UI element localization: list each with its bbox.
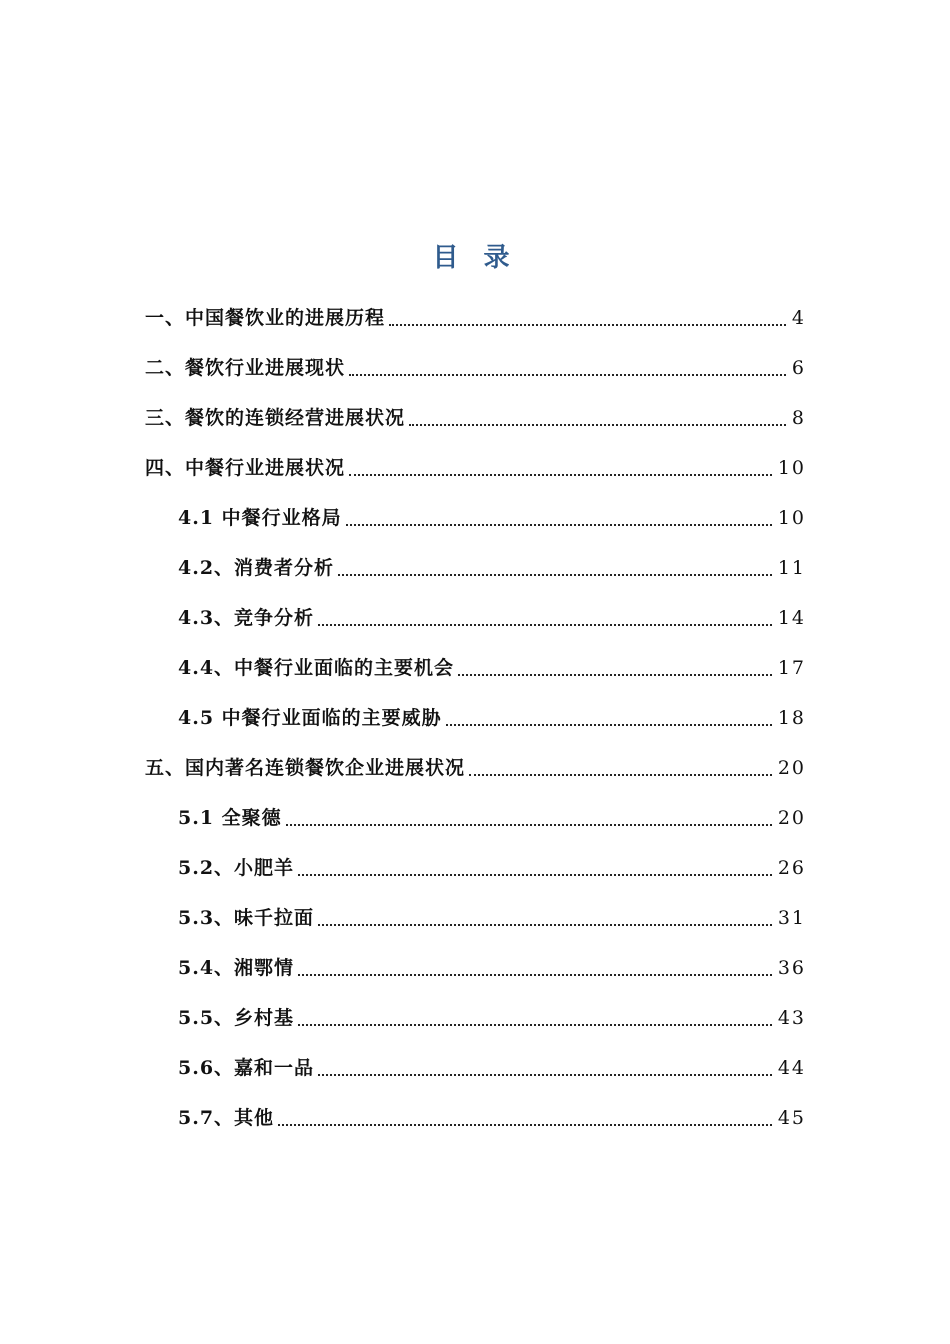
toc-entry-label: 三、餐饮的连锁经营进展状况 [145, 407, 406, 429]
toc-entry[interactable] [145, 446, 806, 482]
toc-entry-label: 5.2、小肥羊 [178, 857, 295, 879]
toc-subentry[interactable] [178, 696, 806, 732]
toc-subentry[interactable] [178, 846, 806, 882]
toc-subentry[interactable] [178, 1096, 806, 1132]
toc-entry-label: 5.3、味千拉面 [178, 907, 315, 929]
toc-entry-page: 6 [791, 357, 806, 379]
toc-subentry[interactable] [178, 646, 806, 682]
toc-entry-label: 4.4、中餐行业面临的主要机会 [178, 657, 455, 679]
toc-entry-label: 四、中餐行业进展状况 [145, 457, 346, 479]
toc-entry[interactable] [145, 396, 806, 432]
toc-entry-page: 36 [777, 957, 806, 979]
toc-entry-label: 5.4、湘鄂情 [178, 957, 295, 979]
dot-leader [349, 374, 786, 376]
toc-entry[interactable] [145, 296, 806, 332]
toc-entry-page: 43 [777, 1007, 806, 1029]
dot-leader [346, 524, 772, 526]
toc-entry-page: 17 [777, 657, 806, 679]
toc-entry-page: 10 [777, 507, 806, 529]
toc-subentry[interactable] [178, 496, 806, 532]
toc-entry-page: 4 [791, 307, 806, 329]
dot-leader [318, 624, 772, 626]
dot-leader [349, 474, 772, 476]
toc-entry-label: 二、餐饮行业进展现状 [145, 357, 346, 379]
toc-subentry[interactable] [178, 996, 806, 1032]
toc-subentry[interactable] [178, 596, 806, 632]
toc-entry-label: 一、中国餐饮业的进展历程 [145, 307, 386, 329]
toc-entry-label: 5.7、其他 [178, 1107, 275, 1129]
toc-entry-page: 18 [777, 707, 806, 729]
toc-subentry[interactable] [178, 896, 806, 932]
toc-entry-page: 20 [777, 807, 806, 829]
dot-leader [446, 724, 772, 726]
toc-entry-page: 26 [777, 857, 806, 879]
toc-entry-label: 4.2、消费者分析 [178, 557, 335, 579]
dot-leader [318, 924, 772, 926]
dot-leader [389, 324, 786, 326]
dot-leader [278, 1124, 772, 1126]
toc-entry-label: 五、国内著名连锁餐饮企业进展状况 [145, 757, 466, 779]
dot-leader [469, 774, 772, 776]
dot-leader [338, 574, 772, 576]
toc-entry-label: 4.1 中餐行业格局 [178, 507, 342, 529]
toc-entry-page: 20 [777, 757, 806, 779]
dot-leader [298, 974, 772, 976]
toc-entry[interactable] [145, 346, 806, 382]
toc-subentry[interactable] [178, 946, 806, 982]
dot-leader [318, 1074, 772, 1076]
toc-entry-label: 4.3、竞争分析 [178, 607, 315, 629]
toc-entry[interactable] [145, 746, 806, 782]
toc-subentry[interactable] [178, 796, 806, 832]
toc-entry-page: 8 [791, 407, 806, 429]
toc-entry-page: 11 [777, 557, 806, 579]
toc-entry-label: 4.5 中餐行业面临的主要威胁 [178, 707, 442, 729]
toc-entry-page: 14 [777, 607, 806, 629]
toc-entry-page: 31 [777, 907, 806, 929]
toc-entry-page: 45 [777, 1107, 806, 1129]
dot-leader [298, 1024, 772, 1026]
toc-entry-label: 5.1 全聚德 [178, 807, 282, 829]
toc-entry-page: 44 [777, 1057, 806, 1079]
dot-leader [298, 874, 772, 876]
toc-subentry[interactable] [178, 1046, 806, 1082]
toc-entry-page: 10 [777, 457, 806, 479]
toc-entry-label: 5.6、嘉和一品 [178, 1057, 315, 1079]
dot-leader [458, 674, 772, 676]
toc-subentry[interactable] [178, 546, 806, 582]
dot-leader [286, 824, 772, 826]
toc-entry-label: 5.5、乡村基 [178, 1007, 295, 1029]
toc-title: 目 录 [432, 243, 518, 273]
dot-leader [409, 424, 786, 426]
